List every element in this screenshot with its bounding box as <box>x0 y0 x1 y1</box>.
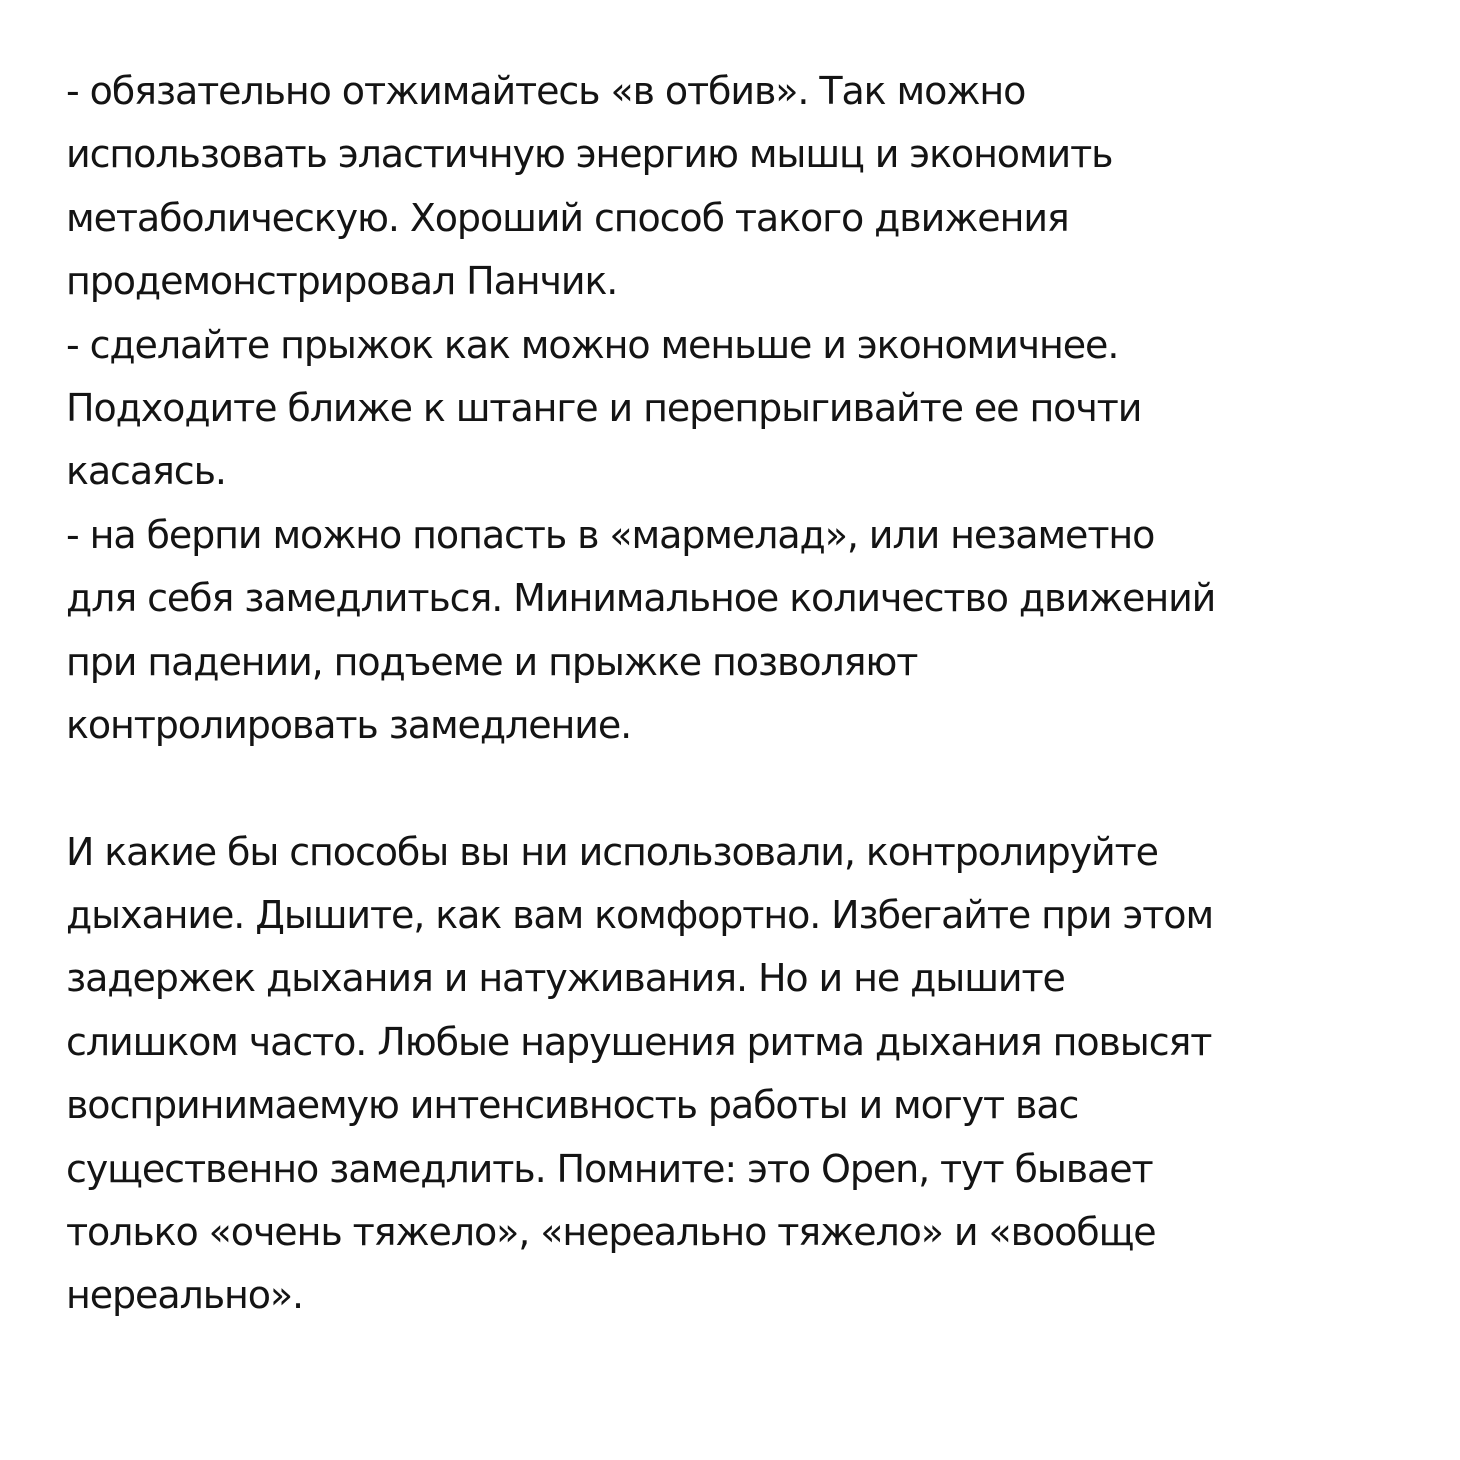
text-line: существенно замедлить. Помните: это Open, тут бывает <box>66 1146 1153 1191</box>
text-line: - обязательно отжимайтесь «в отбив». Так можно <box>66 69 1026 113</box>
document-body <box>66 60 1446 1328</box>
text-line: дыхание. Дышите, как вам комфортно. Избегайте при этом <box>66 893 1214 938</box>
text-line: слишком часто. Любые нарушения ритма дыхания повысят <box>66 1019 1212 1064</box>
paragraph-spacer <box>66 757 1446 820</box>
text-line: касаясь. <box>66 449 226 494</box>
text-line: для себя замедлиться. Минимальное количество движений <box>66 576 1216 621</box>
text-line: при падении, подъеме и прыжке позволяют <box>66 639 918 684</box>
text-line: контролировать замедление. <box>66 702 632 747</box>
text-line: - сделайте прыжок как можно меньше и экономичнее. <box>66 322 1119 367</box>
text-line: Подходите ближе к штанге и перепрыгивайте ее почти <box>66 385 1142 430</box>
text-line: метаболическую. Хороший способ такого движения <box>66 195 1069 240</box>
paragraph-tips <box>66 60 1446 757</box>
text-line: И какие бы способы вы ни использовали, контролируйте <box>66 829 1158 874</box>
text-line: продемонстрировал Панчик. <box>66 259 618 304</box>
text-line: только «очень тяжело», «нереально тяжело» и «вообще <box>66 1210 1156 1255</box>
text-line: использовать эластичную энергию мышц и экономить <box>66 132 1113 177</box>
text-line: задержек дыхания и натуживания. Но и не дышите <box>66 956 1065 1001</box>
paragraph-breathing <box>66 821 1446 1328</box>
text-line: воспринимаемую интенсивность работы и могут вас <box>66 1083 1079 1128</box>
text-line: нереально». <box>66 1273 304 1318</box>
text-line: - на берпи можно попасть в «мармелад», или незаметно <box>66 512 1155 557</box>
